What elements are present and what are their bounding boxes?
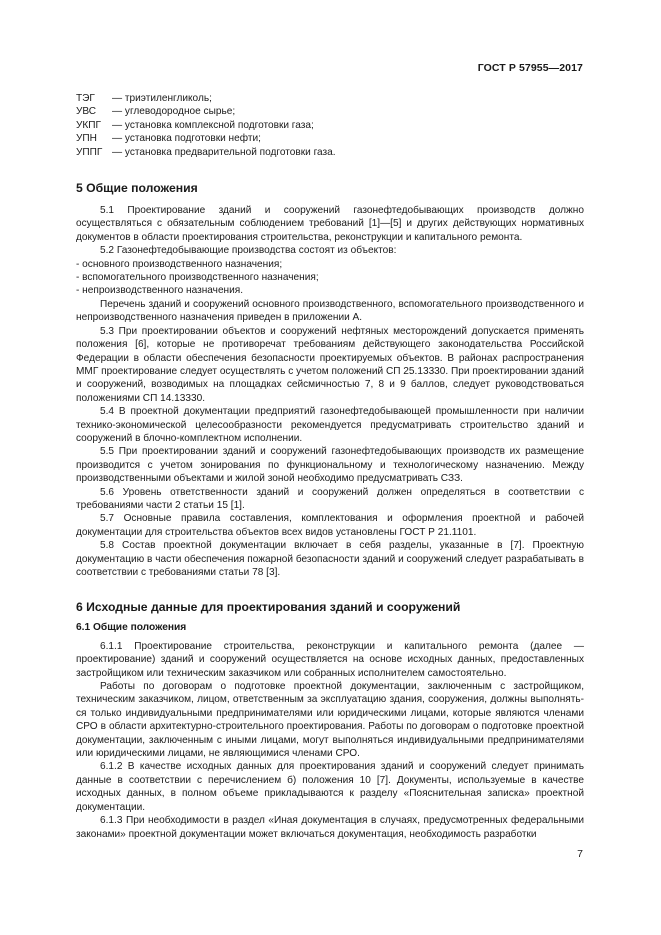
abbreviation-key: ТЭГ <box>76 93 95 104</box>
section-6-heading: 6 Исходные данные для проектирования зданий и сооружений <box>76 600 461 615</box>
list-item: - непроизводственного назначения. <box>76 285 244 297</box>
subsection-6-1-heading: 6.1 Общие положения <box>76 622 187 634</box>
abbreviation-item <box>76 105 584 118</box>
abbreviation-list <box>76 92 584 159</box>
paragraph-5-7: 5.7 Основные правила составления, комплектования и оформления проектной и рабочей документации для строительства объектов всех видов установлены ГОСТ Р 21.1101. <box>76 513 584 538</box>
list-item: - основного производственного назначения; <box>76 258 283 270</box>
abbreviation-key: УППГ <box>76 146 103 158</box>
paragraph-5-6: 5.6 Уровень ответственности зданий и сооружений должен определяться в соответствии с требованиями части 2 статьи 15 [1]. <box>76 486 584 511</box>
abbreviation-key: УКПГ <box>76 119 102 131</box>
document-number: ГОСТ Р 57955—2017 <box>477 62 583 74</box>
paragraph-5-1: 5.1 Проектирование зданий и сооружений газонефтедобывающих производств должно осуществляться с обязательным соблюдением требований [1]—[5] и других действующих нормативных документов в области проектирования строительства, реконструкции и капитального ремонта. <box>76 205 584 243</box>
abbreviation-item <box>76 92 584 105</box>
page-number: 7 <box>577 848 583 860</box>
paragraph-6-1-2: 6.1.2 В качестве исходных данных для проектирования зданий и сооружений следует принимать данные в соответствии с перечислением б) положения 10 [7]. Документы, используемые в качестве исходных данных, в полном объеме прикладываются к разделу «Пояснительная записка» проектной документации. <box>76 761 584 813</box>
abbreviation-value: — установка комплексной подготовки газа; <box>112 119 314 131</box>
abbreviation-key: УПН <box>76 133 97 145</box>
abbreviation-value: — установка подготовки нефти; <box>112 133 261 145</box>
paragraph-5-3: 5.3 При проектировании объектов и сооружений нефтяных месторождений допускается применять положения [6], которые не противоречат требованиям действующего законодательства Российской Федерации в области обеспечения безопасности проектируемых объектов. В районах распространения ММГ проектирование следует осуществлять с учетом положений СП 25.13330. При проектировании зданий и сооружений, возводимых на площадках сейсмичностью 7, 8 и 9 баллов, следует руководствоваться положениями СП 14.13330. <box>76 325 584 404</box>
abbreviation-value: — триэтиленгликоль; <box>112 93 212 104</box>
paragraph-6-1-1-cont: Работы по договорам о подготовке проектной документации, заключенным с застройщиком, техническим заказчиком, лицом, ответственным за эксплуатацию здания, сооружения, должны выполнять-ся только индивидуальными предпринимателями или юридическими лицами, которые являются членами СРО в области архитектурно-строительного проектирования. Работы по договорам о подготовке проектной документации, заключенным с иными лицами, могут выполняться индивидуальными предпринимателями или юридическими лицами, не являющимися членами СРО. <box>76 681 584 760</box>
list-item: - вспомогательного производственного назначения; <box>76 272 319 284</box>
abbreviation-item <box>76 146 584 159</box>
paragraph-6-1-1: 6.1.1 Проектирование строительства, реконструкции и капитального ремонта (далее — проектирование) зданий и сооружений осуществляется на основе исходных данных, предоставленных застройщиком или техническим заказчиком или собранных исполнителем самостоятельно. <box>76 640 584 679</box>
abbreviation-value: — углеводородное сырье; <box>112 106 236 118</box>
paragraph-5-2-note: Перечень зданий и сооружений основного производственного, вспомогательного производственного и непроизводственного назначения приведен в приложении А. <box>76 298 584 324</box>
paragraph-5-8: 5.8 Состав проектной документации включает в себя разделы, указанные в [7]. Проектную документацию в части обеспечения пожарной безопасности зданий и сооружений следует разрабатывать в соответствии с требованиями статьи 78 [3]. <box>76 540 584 578</box>
abbreviation-value: — установка предварительной подготовки газа. <box>112 146 336 158</box>
section-5-heading: 5 Общие положения <box>76 181 198 196</box>
paragraph-5-5: 5.5 При проектировании зданий и сооружений газонефтедобывающих производств их размещение производится с учетом зонирования по функциональному и технологическому назначению. Между производственными объектами и жилой зоной необходимо предусматривать СЗЗ. <box>76 446 584 485</box>
paragraph-6-1-3: 6.1.3 При необходимости в раздел «Иная документация в случаях, предусмотренных федеральными законами» проектной документации может включаться документация, необходимость разработки <box>76 815 584 840</box>
paragraph-5-2: 5.2 Газонефтедобывающие производства состоят из объектов: <box>100 245 397 257</box>
abbreviation-item <box>76 119 584 132</box>
abbreviation-item <box>76 132 584 145</box>
page-content <box>76 92 584 841</box>
abbreviation-key: УВС <box>76 106 97 118</box>
paragraph-5-4: 5.4 В проектной документации предприятий газонефтедобывающей промышленности при наличии технико-экономической целесообразности рекомендуется предусматривать строительство зданий и сооружений в блочно-комплектном исполнении. <box>76 406 584 444</box>
